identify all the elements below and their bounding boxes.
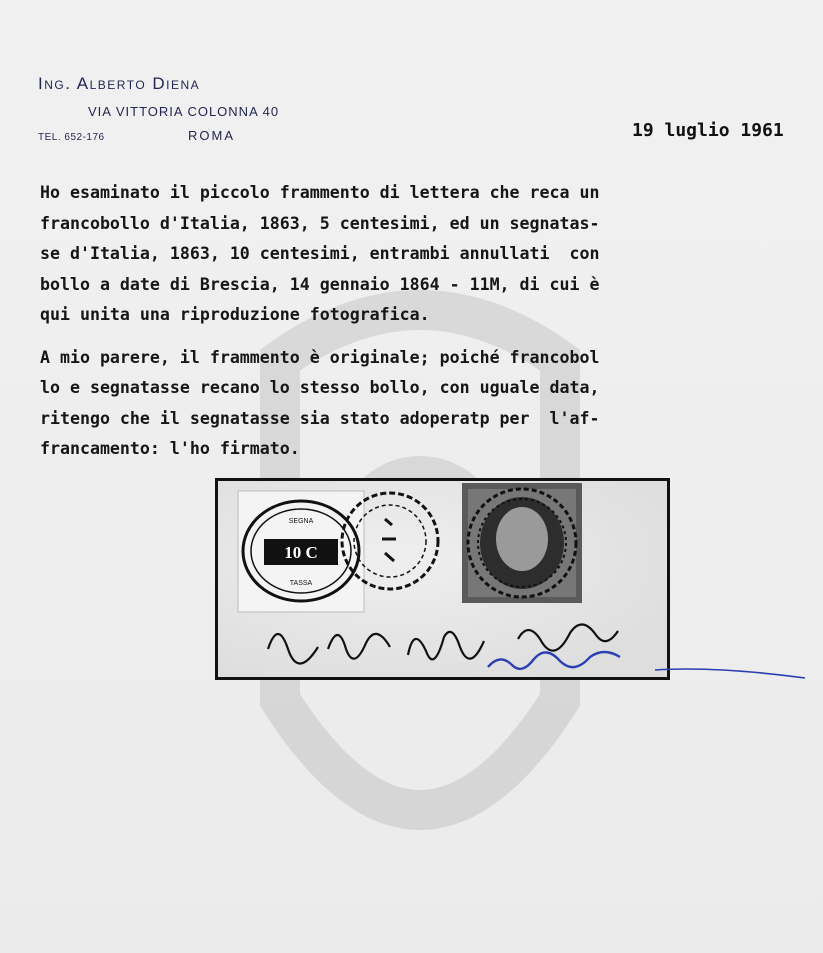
certificate-date: 19 luglio 1961 xyxy=(632,120,784,141)
text-line: francobollo d'Italia, 1863, 5 centesimi, ed un segnatas- xyxy=(40,213,600,233)
handwritten-address xyxy=(258,609,658,679)
text-line: Ho esaminato il piccolo frammento di lettera che reca un xyxy=(40,183,600,202)
postage-stamp xyxy=(458,479,586,607)
text-line: qui unita una riproduzione fotografica. xyxy=(40,305,430,324)
paragraph-1 xyxy=(40,178,800,331)
paragraph-2 xyxy=(40,343,800,465)
certificate-body xyxy=(40,178,800,465)
signature-tail xyxy=(655,640,815,690)
text-line: bollo a date di Brescia, 14 gennaio 1864 - 11M, di cui è xyxy=(40,274,600,294)
letterhead-city: ROMA xyxy=(188,128,235,143)
text-line: ritengo che il segnatasse sia stato adoperatp per l'af- xyxy=(40,408,600,428)
segnatasse-bottom-label: TASSA xyxy=(289,580,313,587)
postmark-cancel xyxy=(330,481,450,609)
letterhead-address: VIA VITTORIA COLONNA 40 xyxy=(88,104,280,119)
letterhead-phone: TEL. 652-176 xyxy=(38,132,105,143)
fragment-photo xyxy=(215,478,670,680)
signature-mark xyxy=(488,652,620,669)
segnatasse-value: 10 C xyxy=(284,543,318,562)
text-line: francamento: l'ho firmato. xyxy=(40,439,300,458)
segnatasse-top-label: SEGNA xyxy=(288,518,314,525)
letterhead-name: Ing. Alberto Diena xyxy=(38,74,201,93)
text-line: lo e segnatasse recano lo stesso bollo, con uguale data, xyxy=(40,378,600,397)
text-line: se d'Italia, 1863, 10 centesimi, entrambi annullati con xyxy=(40,244,600,263)
text-line: A mio parere, il frammento è originale; poiché francobol xyxy=(40,347,600,367)
letterhead xyxy=(38,74,280,143)
